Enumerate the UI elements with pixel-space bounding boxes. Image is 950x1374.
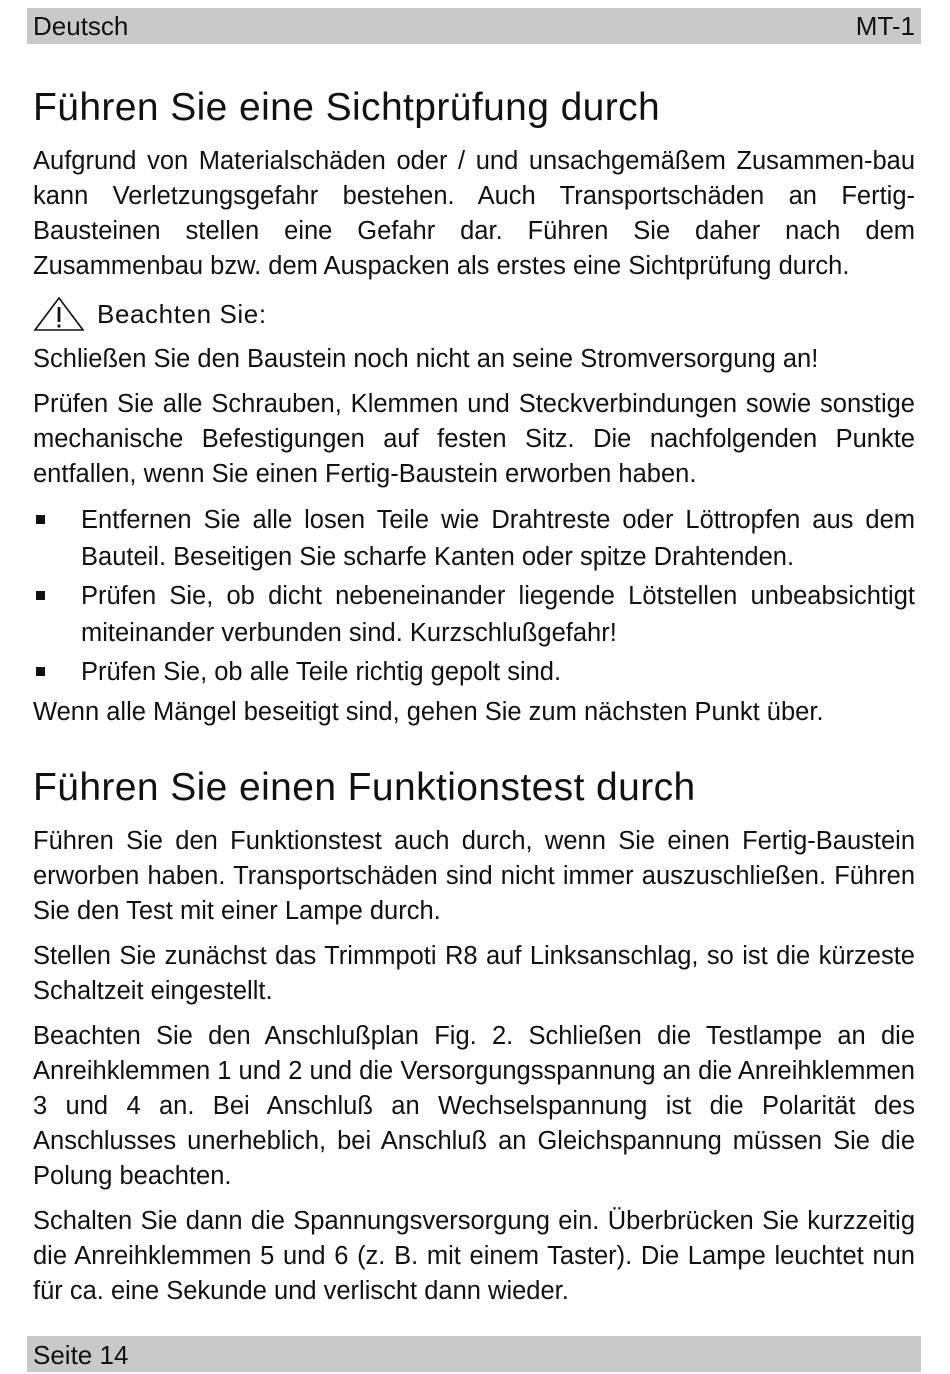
list-item xyxy=(33,578,915,652)
notice xyxy=(33,294,915,334)
warning-text: Schließen Sie den Baustein noch nicht an seine Stromversorgung an! xyxy=(33,345,819,373)
bullet-list xyxy=(33,502,915,691)
page-content xyxy=(33,84,915,1319)
page-header xyxy=(27,8,921,44)
list-item-text: Entfernen Sie alle losen Teile wie Drahtreste oder Löttropfen aus dem Bauteil. Beseitigen Sie scharfe Kanten oder spitze Drahtenden. xyxy=(81,506,915,571)
section2-title: Führen Sie einen Funktionstest durch xyxy=(33,766,696,809)
section1-intro: Aufgrund von Materialschäden oder / und unsachgemäßem Zusammen-bau kann Verletzungsgefahr bestehen. Auch Transportschäden an Fertig-Bausteinen stellen eine Gefahr dar. Führen Sie daher nach dem Zusammenbau bzw. dem Auspacken als erstes eine Sichtprüfung durch. xyxy=(33,147,915,280)
list-item-text: Prüfen Sie, ob dicht nebeneinander liegende Lötstellen unbeabsichtigt miteinander verbunden sind. Kurzschlußgefahr! xyxy=(81,582,915,647)
list-item xyxy=(33,654,915,691)
bullet-icon xyxy=(36,667,45,676)
section2-paragraph: Schalten Sie dann die Spannungsversorgung ein. Überbrücken Sie kurzzeitig die Anreihklemmen 5 und 6 (z. B. mit einem Taster). Die Lampe leuchtet nun für ca. eine Sekunde und verlischt dann wieder. xyxy=(33,1207,915,1305)
list-item xyxy=(33,502,915,576)
section1-closing: Wenn alle Mängel beseitigt sind, gehen Sie zum nächsten Punkt über. xyxy=(33,698,824,726)
section2 xyxy=(33,764,915,1309)
page-footer xyxy=(27,1336,921,1372)
bullet-icon xyxy=(36,591,45,600)
section2-paragraph: Beachten Sie den Anschlußplan Fig. 2. Schließen die Testlampe an die Anreihklemmen 1 und 2 und die Versorgungsspannung an die Anreihklemmen 3 und 4 an. Bei Anschluß an Wechselspannung ist die Polarität des Anschlusses unerheblich, bei Anschluß an Gleichspannung müssen Sie die Polung beachten. xyxy=(33,1022,915,1190)
list-item-text: Prüfen Sie, ob alle Teile richtig gepolt sind. xyxy=(81,658,562,686)
check-text: Prüfen Sie alle Schrauben, Klemmen und Steckverbindungen sowie sonstige mechanische Befestigungen auf festen Sitz. Die nachfolgenden Punkte entfallen, wenn Sie einen Fertig-Baustein erworben haben. xyxy=(33,390,915,488)
section2-paragraph: Stellen Sie zunächst das Trimmpoti R8 auf Linksanschlag, so ist die kürzeste Schaltzeit eingestellt. xyxy=(33,942,915,1005)
page-number: Seite 14 xyxy=(33,1340,129,1370)
warning-triangle-icon xyxy=(33,296,85,332)
section2-paragraph: Führen Sie den Funktionstest auch durch, wenn Sie einen Fertig-Baustein erworben haben. Transportschäden sind nicht immer auszuschließen. Führen Sie den Test mit einer Lampe durch. xyxy=(33,827,915,925)
bullet-icon xyxy=(36,515,45,524)
notice-label: Beachten Sie: xyxy=(97,298,267,329)
header-code: MT-1 xyxy=(855,11,915,41)
header-language: Deutsch xyxy=(33,11,129,41)
section1-title: Führen Sie eine Sichtprüfung durch xyxy=(33,86,661,129)
